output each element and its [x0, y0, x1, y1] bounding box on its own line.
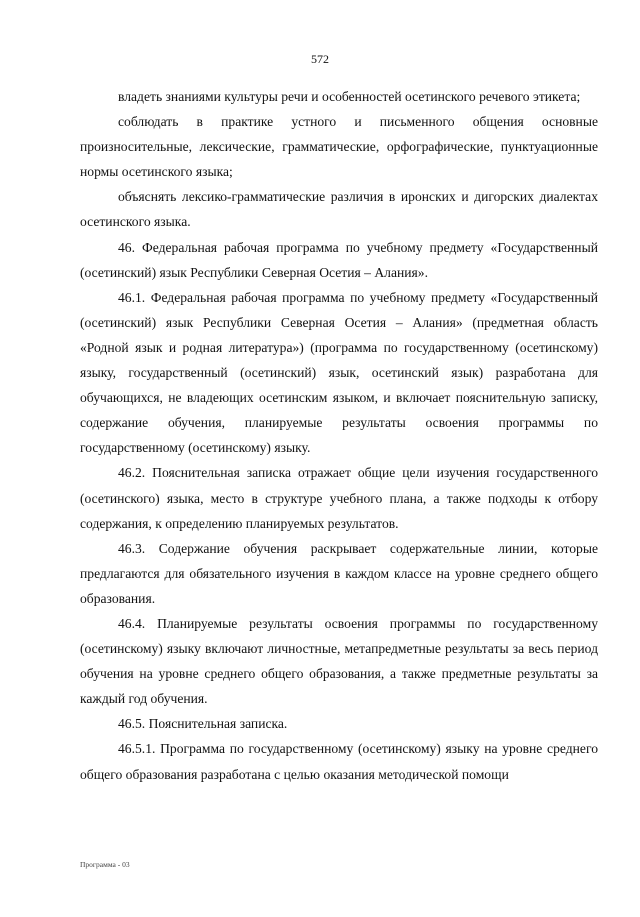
paragraph: 46.4. Планируемые результаты освоения программы по государственному (осетинскому) языку включают личностные, метапредметные результаты за весь период обучения на уровне среднего общего образования, а также предметные результаты за каждый год обучения. — [80, 615, 598, 707]
paragraph: 46.1. Федеральная рабочая программа по учебному предмету «Государственный (осетинский) язык Республики Северная Осетия – Алания» (предметная область «Родной язык и родная литература») (программа по государственному (осетинскому) языку, государственный (осетинский) язык, осетинский язык) разработана для обучающихся, не владеющих осетинским языком, и включает пояснительную записку, содержание обучения, планируемые результаты освоения программы по государственному (осетинскому) языку. — [80, 289, 598, 456]
paragraph: владеть знаниями культуры речи и особенностей осетинского речевого этикета; — [118, 89, 581, 104]
paragraph: 46.3. Содержание обучения раскрывает содержательные линии, которые предлагаются для обязательного изучения в каждом классе на уровне среднего общего образования. — [80, 540, 598, 606]
section-heading-46: 46. Федеральная рабочая программа по учебному предмету «Государственный (осетинский) язык Республики Северная Осетия – Алания». — [80, 239, 598, 280]
footer-label: Программа - 03 — [80, 860, 130, 869]
paragraph: объяснять лексико-грамматические различия в иронских и дигорских диалектах осетинского языка. — [80, 189, 598, 230]
document-body — [80, 84, 598, 787]
page-number: 572 — [311, 52, 329, 66]
paragraph: 46.2. Пояснительная записка отражает общие цели изучения государственного (осетинского) языка, место в структуре учебного плана, а также подходы к отбору содержания, к определению планируемых результатов. — [80, 465, 598, 531]
subsection-heading: 46.5. Пояснительная записка. — [118, 716, 288, 732]
paragraph: 46.5.1. Программа по государственному (осетинскому) языку на уровне среднего общего образования разработана с целью оказания методической помощи — [80, 741, 598, 782]
paragraph: соблюдать в практике устного и письменного общения основные произносительные, лексические, грамматические, орфографические, пунктуационные нормы осетинского языка; — [80, 114, 598, 180]
